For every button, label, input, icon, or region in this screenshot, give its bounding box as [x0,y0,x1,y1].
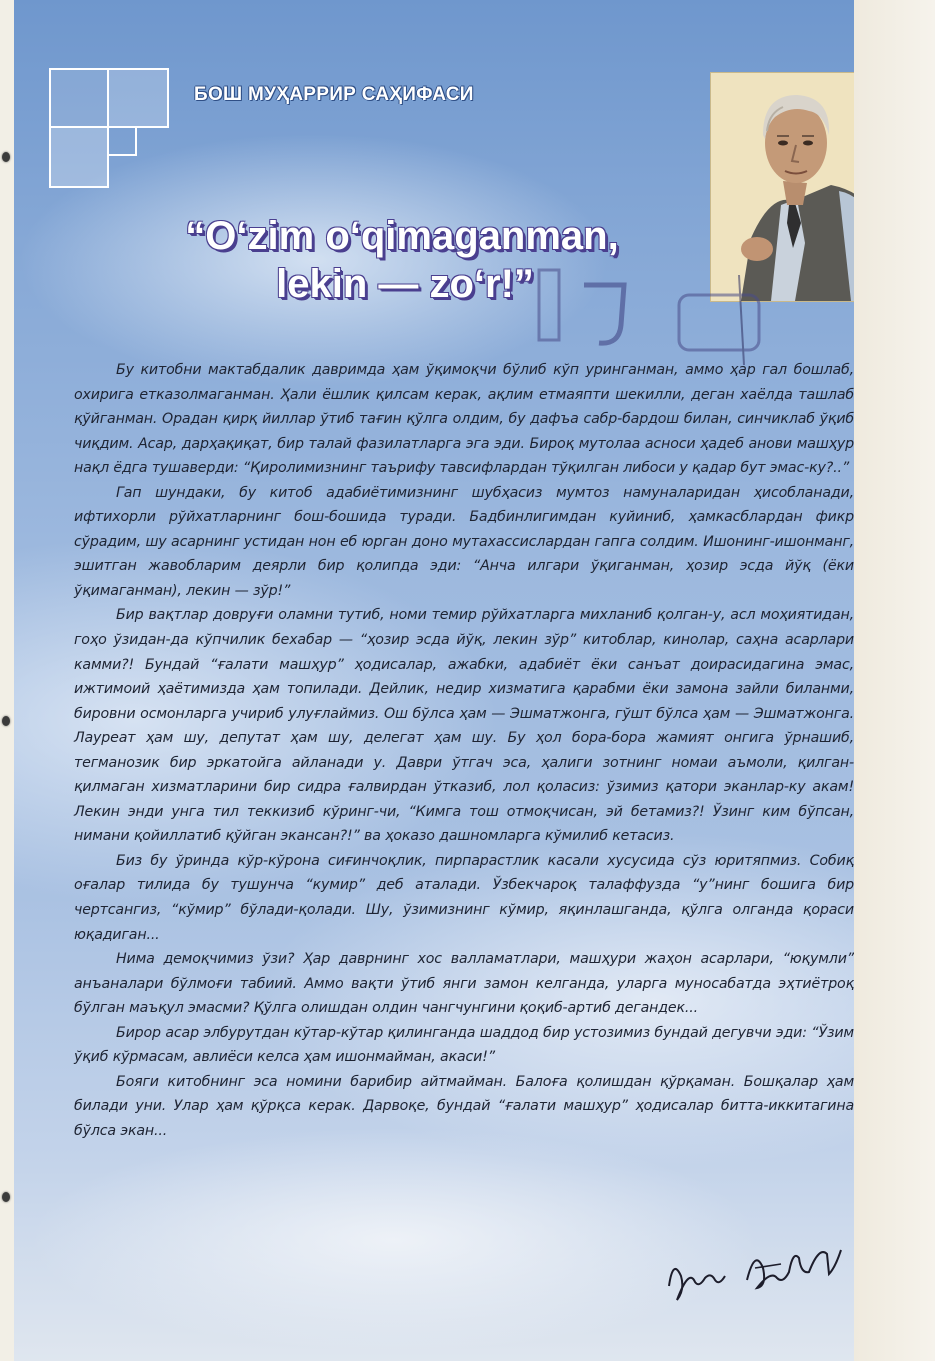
article-paragraph-1: Бу китобни мактабдалик давримда ҳам ўқимоқчи бўлиб кўп уринганман, аммо ҳар гал бошлаб, охирига етказолмаганман. Ҳали ёшлик қилсам керак, ақлим етмаяпти шекилли, деган хаёлда ташлаб қўйганман. Орадан қирқ йиллар ўтиб тағин қўлга олдим, бу дафъа сабр-бардош билан, синчиклаб ўқиб чиқдим. Асар, дарҳақиқат, бир талай фазилатларга эга эди. Бироқ мутолаа асноси ҳадеб анови машҳур нақл ёдга тушаверди: “Қиролимизнинг таърифу тавсифлардан тўқилган либоси у қадар бут эмас-ку?..” [74,362,854,477]
article-paragraph-4: Биз бу ўринда кўр-кўрона сиғинчоқлик, пирпарастлик касали хусусида сўз юритяпмиз. Собиқ оғалар тилида бу тушунча “кумир” деб аталади. Ўзбекчароқ талаффузда “у”нинг бошига бир чертсангиз, “кўмир” бўлади-қолади. Шу, ўзимизнинг кўмир, яқинлашганда, қўлга олганда қораси юқадиган... [74,852,854,943]
magazine-page [14,0,854,1361]
article-paragraph-2: Гап шундаки, бу китоб адабиётимизнинг шубҳасиз мумтоз намуналаридан ҳисобланади, ифтихорли рўйхатларнинг бош-бошида туради. Бадбинлигимдан куйиниб, ҳамкасблардан фикр сўрадим, шу асарнинг устидан нон еб юрган доно мутахассислардан гапга солдим. Ишонинг-ишонманг, эшитган жавобларим деярли бир қолипда эди: “Анча илгари ўқиганман, ҳозир эсда йўқ (ёки ўқимаганман), лекин — зўр!” [74,484,854,599]
author-signature [659,1228,849,1308]
binder-hole [2,1192,10,1202]
binder-hole [2,716,10,726]
article-body [74,358,854,1144]
binder-hole [2,152,10,162]
page-margin-strip [854,0,935,1361]
article-paragraph-5: Нима демоқчимиз ўзи? Ҳар даврнинг хос валламатлари, машҳури жаҳон асарлари, “юқумли” анъаналари бўлмоғи табиий. Аммо вақти ўтиб янги замон келганда, уларга муносабатда эҳтиётроқ бўлган маъқул эмасми? Қўлга олишдан олдин чангчунгини қоқиб-артиб дегандек... [74,951,854,1017]
header-grid-logo [49,68,169,188]
article-paragraph-6: Бирор асар элбурутдан кўтар-кўтар қилинганда шаддод бир устозимиз бундай дегувчи эди: “Ўзим ўқиб кўрмасам, авлиёси келса ҳам ишонмайман, акаси!” [74,1024,854,1066]
article-paragraph-7: Бояги китобнинг эса номини барибир айтмайман. Балоға қолишдан қўрқаман. Бошқалар ҳам билади уни. Улар ҳам қўрқса керак. Дарвоқе, бундай “ғалати машҳур” ҳодисалар битта-иккитагина бўлса экан... [74,1073,854,1139]
library-stamp-mark [529,255,769,365]
section-title: БОШ МУҲАРРИР САҲИФАСИ [194,84,474,105]
headline-line-1: “O‘zim o‘qimaganman, [185,214,619,258]
headline-line-2: lekin — zo‘r!” [276,262,534,306]
article-paragraph-3: Бир вақтлар довруғи оламни тутиб, номи темир рўйхатларга михланиб қолган-у, асл моҳиятидан, гоҳо ўзидан-да кўпчилик бехабар — “ҳозир эсда йўқ, лекин зўр” китоблар, кинолар, саҳна асарлари камми?! Бундай “ғалати машҳур” ҳодисалар, ажабки, адабиёт ёки санъат доирасидагина эмас, ижтимоий ҳаётимизда ҳам топилади. Дейлик, недир хизматига қарабми ёки замона зайли биланми, бировни осмонларга учириб улуғлаймиз. Ош бўлса ҳам — Эшматжонга, гўшт бўлса ҳам — Эшматжонга. Лауреат ҳам шу, депутат ҳам шу, делегат ҳам шу. Бу ҳол бора-бора жамият онгига ўрнашиб, тегманозик бир эркатойга айланади у. Даври ўтгач эса, ҳалиги зотнинг номаи аъмоли, қилган-қилмаган хизматларини бир сидра ғалвирдан ўтказиб, лол қоласиз: ўзимиз қатори эканлар-ку акам! Лекин энди унга тил теккизиб кўринг-чи, “Кимга тош отмоқчисан, эй бетамиз?! Ўзинг ким бўпсан, нимани қойиллатиб қўйган экансан?!” ва ҳоказо дашномларга кўмилиб кетасиз. [74,607,854,845]
